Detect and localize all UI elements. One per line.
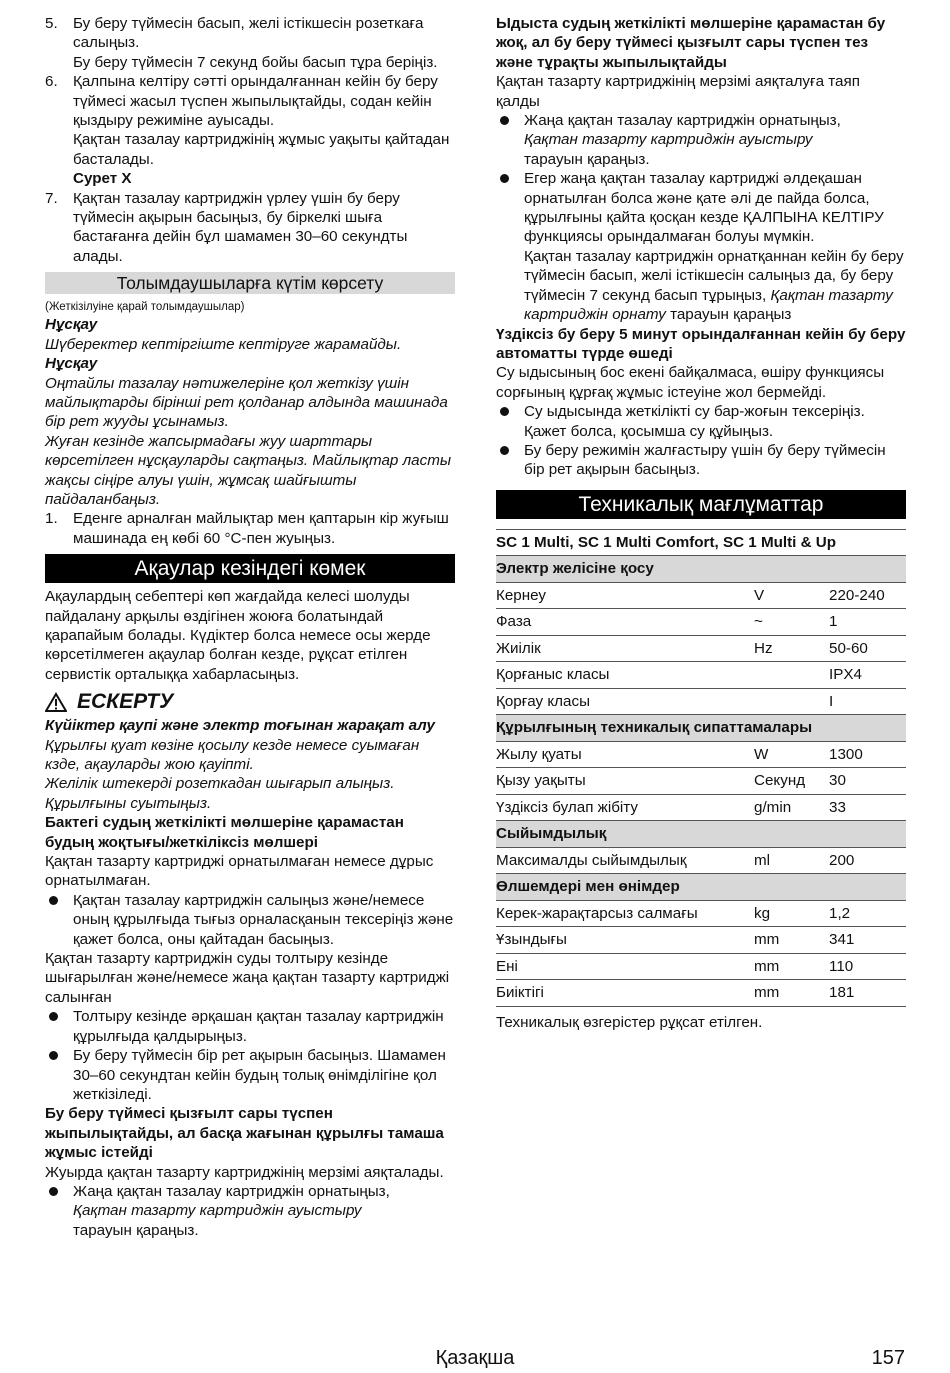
note-text: Жуған кезінде жапсырмадағы жуу шарттары көрсетілген нұсқауларды сақтаңыз. Майлықтар ласты жақсы сіңіре алуы үшін, жұмсақ шайғышты пайдаланбаңыз. — [45, 432, 452, 508]
table-section-row: Өлшемдері мен өнімдер — [496, 874, 906, 901]
table-cell: 33 — [829, 794, 906, 821]
table-cell: Ені — [496, 953, 754, 980]
table-row — [496, 980, 906, 1007]
bullet-icon — [45, 891, 73, 949]
table-cell: 1,2 — [829, 900, 906, 927]
issue-cause: Су ыдысының бос екені байқалмаса, өшіру функциясы сорғының құрғақ жұмыс істеуіне жол бермейді. — [496, 364, 885, 401]
table-cell: IPX4 — [829, 662, 906, 689]
table-cell: I — [829, 688, 906, 715]
bullet-icon — [45, 1007, 73, 1046]
care-heading: Толымдаушыларға күтім көрсету — [45, 272, 455, 294]
bullet-icon — [45, 1046, 73, 1104]
table-cell: 220-240 — [829, 582, 906, 609]
table-cell: Кернеу — [496, 582, 754, 609]
bullet-item: Су ыдысында жеткілікті су бар-жоғын тексеріңіз. Қажет болса, қосымша су құйыңыз. — [496, 402, 906, 441]
table-section-row: Құрылғының техникалық сипаттамалары — [496, 715, 906, 742]
table-cell: Секунд — [754, 768, 829, 795]
issue-cause: Қақтан тазарту картриджі орнатылмаған немесе дұрыс орнатылмаған. — [45, 853, 434, 890]
table-cell: Қорғаныс класы — [496, 662, 754, 689]
bullet-item: Бу беру түймесін бір рет ақырын басыңыз. Шамамен 30–60 секундтан кейін будың толық өнімділігіне қол жеткізіледі. — [45, 1046, 455, 1104]
issue-title: Бу беру түймесі қызғылт сары түспен жыпылықтайды, ал басқа жағынан құрылғы тамаша жұмыс істейді — [45, 1105, 444, 1162]
bullet-icon — [45, 1182, 73, 1240]
table-row — [496, 688, 906, 715]
issue-cause: Қақтан тазарту картриджінің мерзімі аяқталуға таяп қалды — [496, 73, 860, 110]
care-small-note: (Жеткізілуіне қарай толымдаушылар) — [45, 301, 245, 314]
table-cell: Максималды сыйымдылық — [496, 847, 754, 874]
table-cell: Ұзындығы — [496, 927, 754, 954]
table-row — [496, 900, 906, 927]
warning-title: Күйіктер қаупі және электр тоғынан жарақат алу — [45, 717, 435, 735]
bullet-item: Толтыру кезінде әрқашан қақтан тазалау картриджін құрылғыда қалдырыңыз. — [45, 1007, 455, 1046]
bullet-icon — [496, 111, 524, 169]
warning-line: Құрылғы қуат көзіне қосылу кезде немесе суымаған кзде, ақауларды жою қауіпті. — [45, 736, 420, 773]
issue-title: Бактегі судың жеткілікті мөлшеріне қарамастан будың жоқтығы/жеткіліксіз мөлшері — [45, 814, 404, 851]
table-cell: kg — [754, 900, 829, 927]
table-cell — [754, 662, 829, 689]
table-cell: mm — [754, 927, 829, 954]
warning-line: Құрылғыны суытыңыз. — [45, 794, 212, 812]
page-number: 157 — [871, 1347, 905, 1369]
table-cell: ~ — [754, 609, 829, 636]
bullet-icon — [496, 441, 524, 480]
bullet-item: Егер жаңа қақтан тазалау картриджі әлдеқашан орнатылған болса және қате әлі де пайда болса, құрылғыны қайта қосқан кезде ҚАЛПЫНА КЕЛТІРУ функциясы орындалмаған болуы мүмкін. Қақтан тазалау картриджін орнатқаннан кейін бу беру түймесін басып, желі істікшесін салыңыз да, бу беру түймесін 7 секунд басып тұрыңыз, Қақтан тазарту картриджін орнату тарауын қараңыз — [496, 169, 906, 324]
chapter-reference[interactable]: Қақтан тазарту картриджін ауыстыру — [73, 1202, 362, 1220]
table-cell: 341 — [829, 927, 906, 954]
bullet-icon — [496, 169, 524, 324]
footer-language: Қазақша — [435, 1347, 515, 1369]
table-cell: 110 — [829, 953, 906, 980]
table-section-row: Электр желісіне қосу — [496, 556, 906, 583]
table-row — [496, 847, 906, 874]
table-row — [496, 794, 906, 821]
step-5-line-2: Бу беру түймесін 7 секунд бойы басып тұра беріңіз. — [73, 53, 438, 71]
table-cell: 30 — [829, 768, 906, 795]
chapter-reference[interactable]: Қақтан тазарту картриджін ауыстыру — [524, 131, 813, 149]
warning-line: Желілік штекерді розеткадан шығарып алыңыз. — [45, 775, 395, 793]
table-cell: Жиілік — [496, 635, 754, 662]
table-cell: Қызу уақыты — [496, 768, 754, 795]
table-cell: mm — [754, 980, 829, 1007]
bullet-item: Жаңа қақтан тазалау картриджін орнатыңыз, Қақтан тазарту картриджін ауыстыру тарауын қараңыз. — [45, 1182, 455, 1240]
table-cell: Фаза — [496, 609, 754, 636]
warning-triangle-icon — [45, 692, 67, 712]
table-row — [496, 582, 906, 609]
troubleshooting-heading: Ақаулар кезіндегі көмек — [45, 554, 455, 583]
table-cell: Қорғау класы — [496, 688, 754, 715]
table-row — [496, 768, 906, 795]
left-column — [45, 14, 455, 1240]
table-title-row: SC 1 Multi, SC 1 Multi Comfort, SC 1 Multi & Up — [496, 529, 906, 556]
table-cell: Жылу қуаты — [496, 741, 754, 768]
step-6-line-2: Қақтан тазалау картриджінің жұмыс уақыты қайтадан басталады. — [73, 131, 450, 168]
table-cell: 1300 — [829, 741, 906, 768]
table-cell: g/min — [754, 794, 829, 821]
bullet-item: Қақтан тазалау картриджін салыңыз және/немесе оның құрылғыда тығыз орналасқанын тексеріңіз және қажет болса, оны қайтадан басыңыз. — [45, 891, 455, 949]
table-row — [496, 741, 906, 768]
note-label: Нұсқау — [45, 355, 98, 373]
technical-data-table — [496, 529, 906, 1007]
figure-reference: Сурет X — [73, 170, 132, 188]
table-cell: 50-60 — [829, 635, 906, 662]
table-cell: Биіктігі — [496, 980, 754, 1007]
technical-data-heading: Техникалық мағлұматтар — [496, 490, 906, 519]
table-cell: Hz — [754, 635, 829, 662]
table-row — [496, 635, 906, 662]
table-row — [496, 609, 906, 636]
troubleshooting-intro: Ақаулардың себептері көп жағдайда келесі шолуды пайдалану арқылы өздігінен жоюға болатындай қарапайым болады. Күдіктер болса немесе осы жерде көрсетілмеген ақаулар болған кезде, рұқсат етілген сервистік орталыққа хабарласыңыз. — [45, 588, 431, 683]
bullet-icon — [496, 402, 524, 441]
note-text: Оңтайлы тазалау нәтижелеріне қол жеткізу үшін майлықтарды бірінші рет қолданар алдында машинада бір рет жууды ұсынамыз. — [45, 374, 448, 431]
step-5-line-1: Бу беру түймесін басып, желі істікшесін розеткаға салыңыз. — [73, 15, 424, 52]
table-row — [496, 953, 906, 980]
care-step-1: 1. Еденге арналған майлықтар мен қаптарын кір жуғыш машинада ең көбі 60 °C-пен жуыңыз. — [45, 510, 449, 547]
step-6-line-1: Қалпына келтіру сәтті орындалғаннан кейін бу беру түймесі жасыл түспен жыпылықтайды, содан кейін қыздыру режиміне ауысады. — [73, 73, 438, 130]
note-label: Нұсқау — [45, 316, 98, 334]
table-row — [496, 662, 906, 689]
table-cell: Үздіксіз булап жібіту — [496, 794, 754, 821]
issue-title: Ыдыста судың жеткілікті мөлшеріне қарамастан бу жоқ, ал бу беру түймесі қызғылт сары түспен тез және тұрақты жыпылықтайды — [496, 15, 886, 71]
step-5: 5. Бу беру түймесін басып, желі істікшесін розеткаға салыңыз. Бу беру түймесін 7 секунд бойы басып тұра беріңіз. — [45, 14, 455, 72]
table-cell: Керек-жарақтарсыз салмағы — [496, 900, 754, 927]
note-text: Шүберектер кептіргіште кептіруге жарамайды. — [45, 335, 402, 353]
step-7: 7. Қақтан тазалау картриджін үрлеу үшін бу беру түймесін ақырын басыңыз, бу біркелкі шыға бастағанға дейін бұл шамамен 30–60 секундты алады. — [45, 189, 408, 265]
table-cell: 181 — [829, 980, 906, 1007]
table-note: Техникалық өзгерістер рұқсат етілген. — [496, 1013, 763, 1031]
bullet-item: Бу беру режимін жалғастыру үшін бу беру түймесін бір рет ақырын басыңыз. — [496, 441, 906, 480]
chapter-reference[interactable]: Қақтан тазарту картриджін орнату — [524, 286, 893, 324]
issue-cause: Қақтан тазарту картриджін суды толтыру кезінде шығарылған және/немесе жаңа қақтан тазарту картриджі салынған — [45, 950, 450, 1006]
table-cell: W — [754, 741, 829, 768]
step-6: 6. Қалпына келтіру сәтті орындалғаннан кейін бу беру түймесі жасыл түспен жыпылықтайды, содан кейін қыздыру режиміне ауысады. Қақтан тазалау картриджінің жұмыс уақыты қайтадан басталады. Сурет X — [45, 72, 455, 188]
issue-title: Үздіксіз бу беру 5 минут орындалғаннан кейін бу беру автоматты түрде өшеді — [496, 325, 906, 362]
issue-cause: Жуырда қақтан тазарту картриджінің мерзімі аяқталады. — [45, 1163, 444, 1181]
table-cell: 1 — [829, 609, 906, 636]
right-column — [496, 14, 906, 1032]
table-row — [496, 927, 906, 954]
bullet-item: Жаңа қақтан тазалау картриджін орнатыңыз, Қақтан тазарту картриджін ауыстыру тарауын қараңыз. — [496, 111, 906, 169]
table-section-row: Сыйымдылық — [496, 821, 906, 848]
table-cell: mm — [754, 953, 829, 980]
table-cell — [754, 688, 829, 715]
table-cell: V — [754, 582, 829, 609]
table-cell: ml — [754, 847, 829, 874]
table-cell: 200 — [829, 847, 906, 874]
warning-heading: ЕСКЕРТУ — [45, 688, 455, 716]
